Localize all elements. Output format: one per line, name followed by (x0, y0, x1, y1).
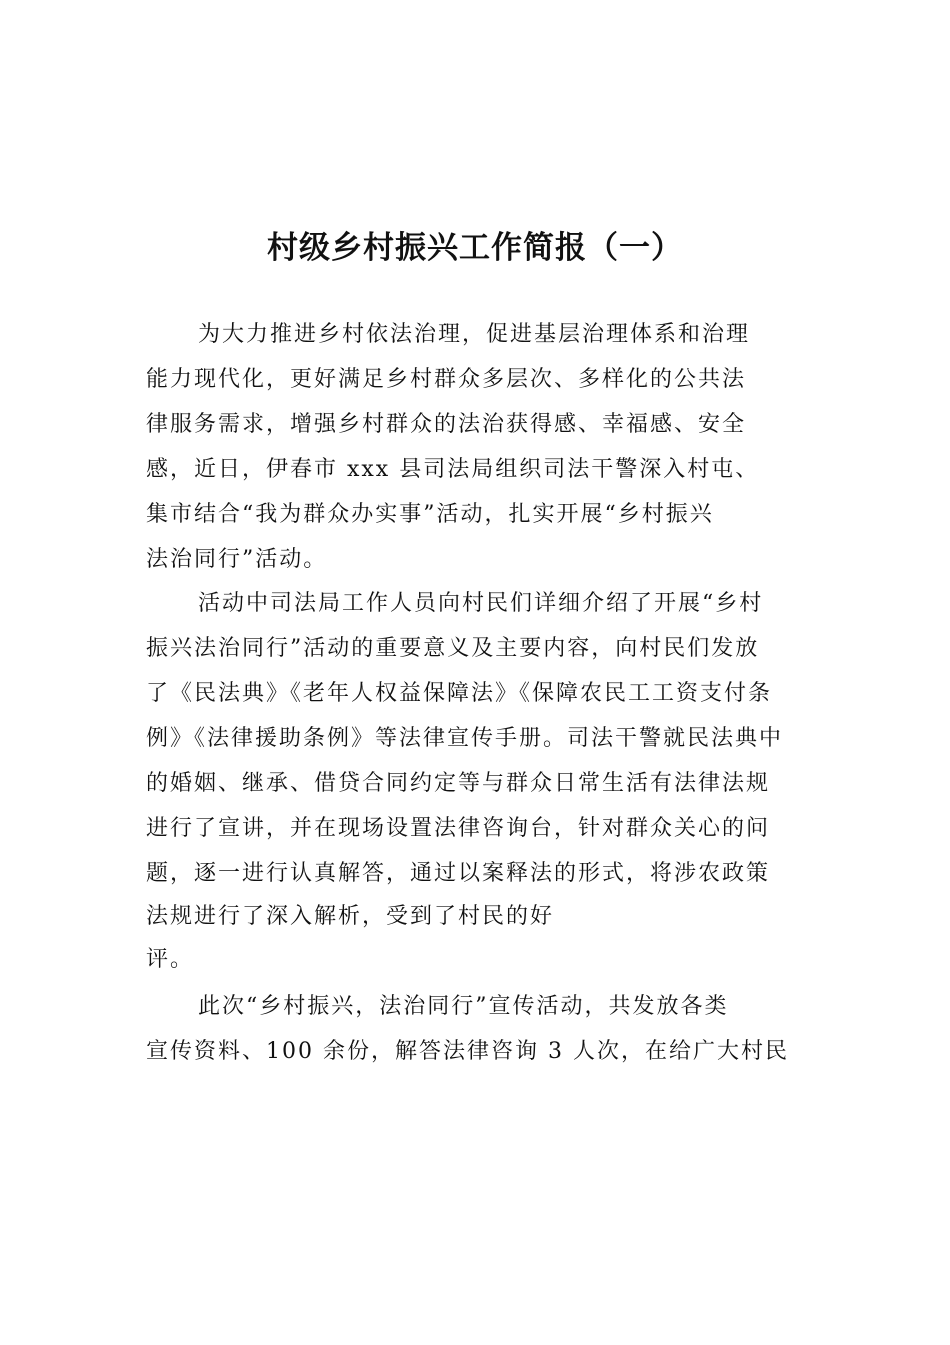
paragraph-line: 感，近日，伊春市 xxx 县司法局组织司法干警深入村屯、 (146, 457, 760, 482)
paragraph-line: 例》《法律援助条例》等法律宣传手册。司法干警就民法典中 (146, 726, 784, 751)
paragraph-line: 宣传资料、100 余份，解答法律咨询 3 人次，在给广大村民 (146, 1039, 789, 1064)
document-title: 村级乡村振兴工作简报（一） (267, 230, 683, 266)
paragraph-line: 法规进行了深入解析，受到了村民的好 (146, 904, 555, 929)
paragraph-line: 此次“乡村振兴，法治同行”宣传活动，共发放各类 (198, 994, 729, 1019)
paragraph-line: 了《民法典》《老年人权益保障法》《保障农民工工资支付条 (146, 681, 773, 706)
paragraph-line: 律服务需求，增强乡村群众的法治获得感、幸福感、安全 (146, 412, 747, 437)
paragraph-line: 法治同行”活动。 (146, 547, 328, 572)
paragraph-line: 的婚姻、继承、借贷合同约定等与群众日常生活有法律法规 (146, 771, 771, 796)
paragraph-line: 集市结合“我为群众办实事”活动，扎实开展“乡村振兴 (146, 502, 714, 527)
paragraph-line: 振兴法治同行”活动的重要意义及主要内容，向村民们发放 (146, 636, 760, 661)
paragraph-line: 进行了宣讲，并在现场设置法律咨询台，针对群众关心的问 (146, 816, 771, 841)
paragraph-line: 评。 (146, 947, 195, 972)
paragraph-line: 为大力推进乡村依法治理，促进基层治理体系和治理 (198, 322, 751, 347)
paragraph-line: 题，逐一进行认真解答，通过以案释法的形式，将涉农政策 (146, 861, 771, 886)
paragraph-line: 能力现代化，更好满足乡村群众多层次、多样化的公共法 (146, 367, 747, 392)
paragraph-line: 活动中司法局工作人员向村民们详细介绍了开展“乡村 (198, 591, 764, 616)
